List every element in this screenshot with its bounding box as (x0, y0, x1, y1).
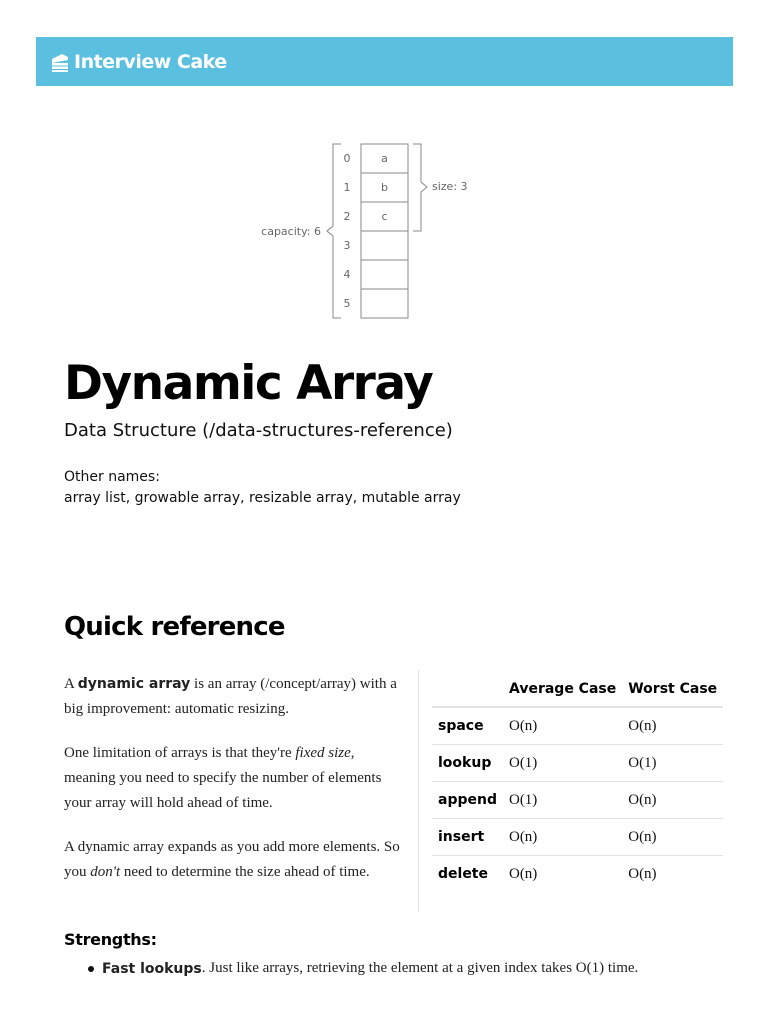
table-row (432, 819, 723, 856)
table-row (432, 707, 723, 745)
index-label-2: 2 (343, 210, 351, 223)
row-operation: delete (438, 866, 488, 882)
capacity-label: capacity: 6 (261, 225, 321, 238)
row-average: O(n) (503, 707, 622, 745)
index-label-3: 3 (343, 239, 351, 252)
limitation-text-start: One limitation of arrays is that they're (64, 745, 296, 761)
row-average: O(1) (503, 782, 622, 819)
row-worst: O(n) (628, 865, 657, 882)
table-row (432, 782, 723, 819)
bullet-icon (88, 966, 94, 972)
table-header-average: Average Case (503, 672, 622, 707)
expansion-paragraph (64, 835, 409, 885)
array-cell-3 (361, 231, 408, 260)
quick-reference-heading: Quick reference (64, 612, 285, 642)
row-operation: append (432, 782, 503, 819)
intro-text-end[interactable]: is an array (/concept/array) with a big improvement: automatic resizing. (64, 676, 397, 717)
page-title: Dynamic Array (64, 356, 433, 411)
table-header-blank (432, 672, 503, 707)
table-header-row (432, 672, 723, 707)
cell-value-2: c (381, 210, 388, 223)
strengths-heading: Strengths: (64, 930, 157, 949)
table-header-worst: Worst Case (622, 672, 723, 707)
index-label-4: 4 (343, 268, 351, 281)
list-item (88, 960, 638, 977)
capacity-bracket (327, 144, 341, 318)
cell-value-1: b (381, 181, 388, 194)
dynamic-array-diagram (0, 0, 768, 340)
intro-bold-term: dynamic array (77, 676, 191, 692)
other-names-label: Other names: (64, 469, 160, 485)
row-worst: O(n) (622, 707, 723, 745)
limitation-text-end: , meaning you need to specify the number of elements your array will hold ahead of time. (64, 745, 382, 811)
row-average: O(n) (508, 865, 538, 882)
table-row (432, 856, 723, 893)
strength-text: . Just like arrays, retrieving the element at a given index takes O(1) time. (201, 960, 639, 976)
complexity-table (432, 672, 723, 892)
index-label-5: 5 (343, 297, 351, 310)
expansion-text-end: need to determine the size ahead of time. (120, 864, 370, 880)
row-average: O(n) (503, 819, 622, 856)
row-operation: insert (432, 819, 503, 856)
row-average: O(1) (503, 745, 622, 782)
array-cell-4 (361, 260, 408, 289)
row-worst: O(n) (622, 782, 723, 819)
strength-title: Fast lookups (102, 960, 202, 977)
intro-paragraph (64, 672, 409, 722)
intro-text-start: A (64, 676, 78, 692)
size-label: size: 3 (432, 180, 468, 193)
limitation-emphasis: fixed size (295, 745, 351, 761)
expansion-text-start: A dynamic array expands as you add more elements. So you (64, 839, 400, 880)
row-operation: space (432, 707, 503, 745)
table-row (432, 745, 723, 782)
brand-name: Interview Cake (74, 50, 227, 73)
cell-value-0: a (381, 152, 388, 165)
row-operation: lookup (432, 745, 503, 782)
size-bracket (413, 144, 427, 231)
column-divider (418, 670, 419, 912)
array-cell-5 (361, 289, 408, 318)
limitation-paragraph (64, 741, 409, 816)
page-subtitle[interactable]: Data Structure (/data-structures-reference) (64, 420, 453, 441)
index-label-1: 1 (343, 181, 351, 194)
row-worst: O(1) (622, 745, 723, 782)
row-worst: O(n) (622, 819, 723, 856)
other-names-list: array list, growable array, resizable array, mutable array (64, 490, 461, 506)
expansion-emphasis: don't (90, 864, 121, 880)
index-label-0: 0 (343, 152, 351, 165)
